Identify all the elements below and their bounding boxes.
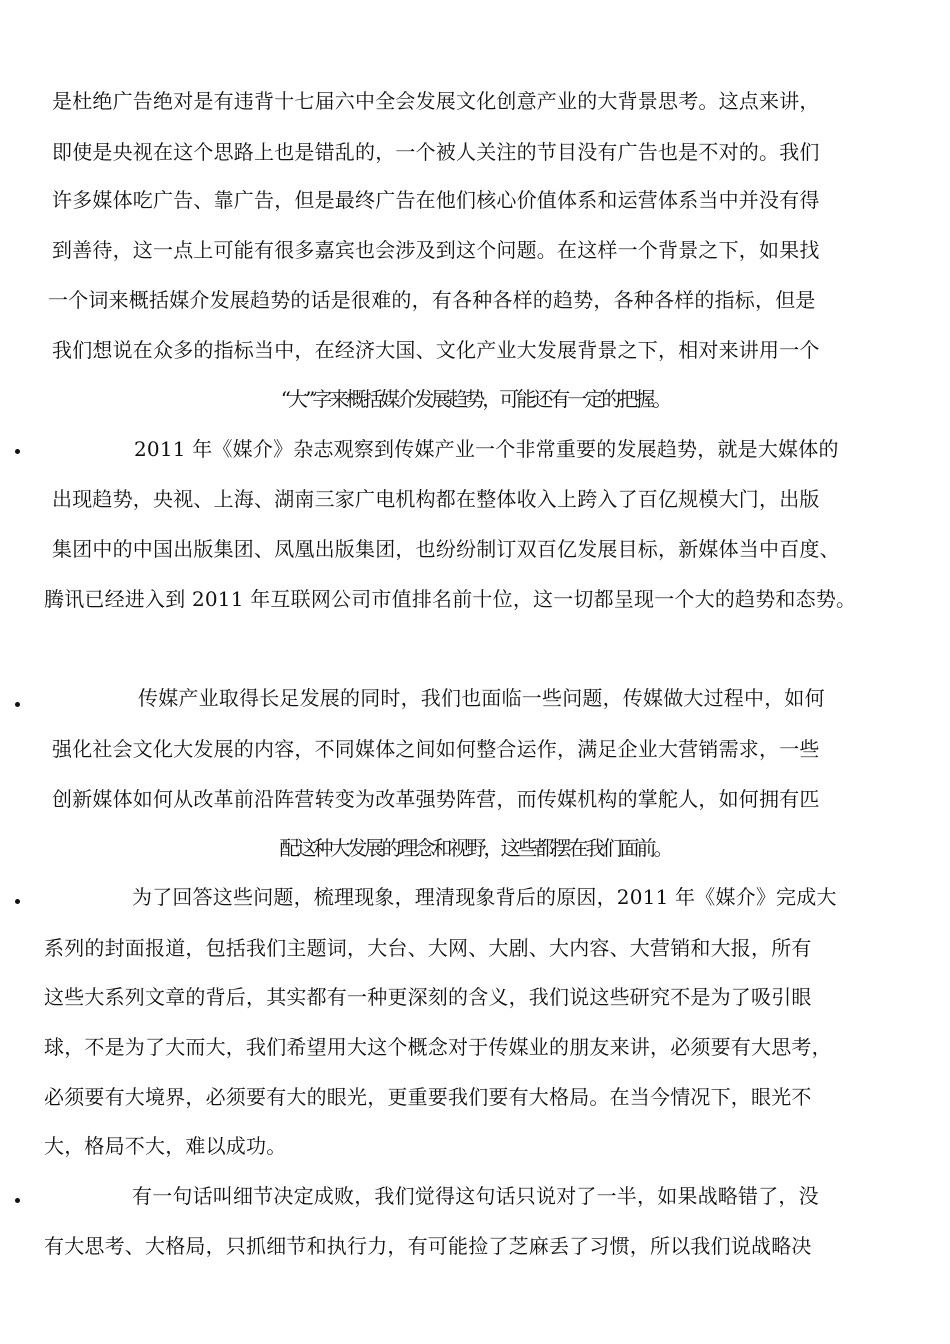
text-line: 我们想说在众多的指标当中，在经济大国、文化产业大发展背景之下，相对来讲用一个 [52, 338, 820, 362]
text-line: 即使是央视在这个思路上也是错乱的，一个被人关注的节目没有广告也是不对的。我们 [52, 140, 820, 164]
text-line: 一个词来概括媒介发展趋势的话是很难的，有各种各样的趋势，各种各样的指标，但是 [48, 288, 816, 312]
text-line: 必须要有大境界，必须要有大的眼光，更重要我们要有大格局。在当今情况下，眼光不 [44, 1085, 812, 1109]
text-line: 有一句话叫细节决定成败，我们觉得这句话只说对了一半，如果战略错了，没 [132, 1184, 819, 1208]
text-line: 这些大系列文章的背后，其实都有一种更深刻的含义，我们说这些研究不是为了吸引眼 [44, 985, 812, 1009]
text-line: 配这种大发展的理念和视野，这些都摆在我们面前。 [279, 836, 671, 860]
text-line: 有大思考、大格局，只抓细节和执行力，有可能捡了芝麻丢了习惯，所以我们说战略决 [44, 1234, 812, 1258]
bullet-icon [15, 1198, 20, 1203]
text-line: “大”字来概括媒介发展趋势，可能还有一定的把握。 [280, 387, 670, 411]
text-line: 为了回答这些问题，梳理现象，理清现象背后的原因，2011 年《媒介》完成大 [132, 885, 837, 909]
text-line: 传媒产业取得长足发展的同时，我们也面临一些问题，传媒做大过程中，如何 [138, 686, 825, 710]
text-line: 2011 年《媒介》杂志观察到传媒产业一个非常重要的发展趋势，就是大媒体的 [134, 437, 839, 461]
text-line: 是杜绝广告绝对是有违背十七届六中全会发展文化创意产业的大背景思考。这点来讲， [52, 89, 820, 113]
text-line: 系列的封面报道，包括我们主题词，大台、大网、大剧、大内容、大营销和大报，所有 [44, 936, 812, 960]
bullet-icon [15, 899, 20, 904]
text-line: 球，不是为了大而大，我们希望用大这个概念对于传媒业的朋友来讲，必须要有大思考， [44, 1035, 832, 1059]
text-line: 许多媒体吃广告、靠广告，但是最终广告在他们核心价值体系和运营体系当中并没有得 [52, 188, 820, 212]
text-line: 腾讯已经进入到 2011 年互联网公司市值排名前十位，这一切都呈现一个大的趋势和态势。 [44, 587, 857, 611]
text-line: 集团中的中国出版集团、凤凰出版集团，也纷纷制订双百亿发展目标，新媒体当中百度、 [52, 537, 840, 561]
text-line: 强化社会文化大发展的内容，不同媒体之间如何整合运作，满足企业大营销需求，一些 [52, 737, 820, 761]
text-line: 出现趋势，央视、上海、湖南三家广电机构都在整体收入上跨入了百亿规模大门，出版 [52, 487, 820, 511]
text-line: 创新媒体如何从改革前沿阵营转变为改革强势阵营，而传媒机构的掌舵人，如何拥有匹 [52, 787, 820, 811]
bullet-icon [15, 702, 20, 707]
bullet-icon [15, 449, 20, 454]
text-line: 大，格局不大，难以成功。 [44, 1134, 287, 1158]
text-line: 到善待，这一点上可能有很多嘉宾也会涉及到这个问题。在这样一个背景之下，如果找 [52, 238, 820, 262]
